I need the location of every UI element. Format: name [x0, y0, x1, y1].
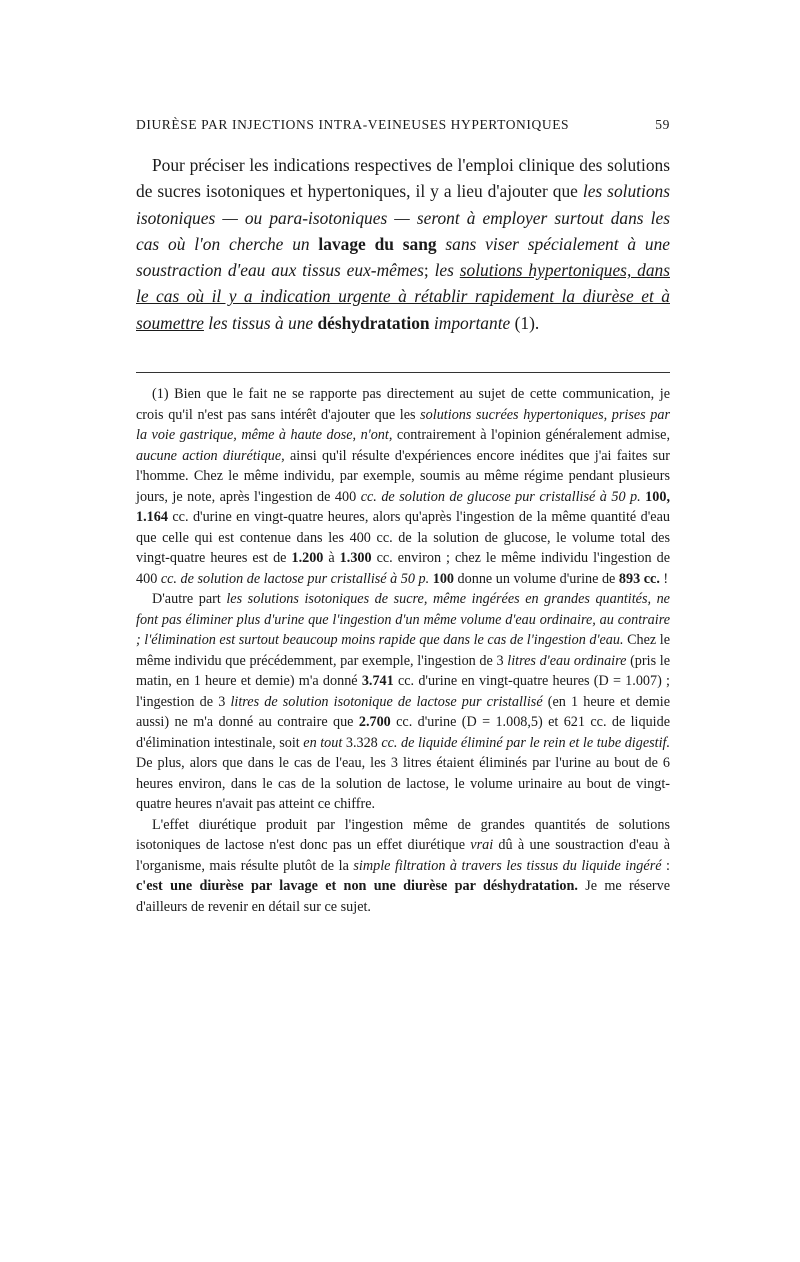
footnote-reference: (1).	[510, 312, 540, 333]
footnote-text: Je me réserve d'ailleurs de revenir en détail sur ce sujet.	[136, 878, 670, 915]
bold-text: 3.741	[361, 673, 394, 689]
italic-text: les tissus à une	[203, 312, 318, 333]
footnote	[136, 384, 670, 917]
bold-text: c'est une diurèse par lavage et non une diurèse par déshydratation.	[136, 878, 578, 894]
underlined-italic-text: solutions hypertoniques, dans le cas où il y a indication urgente à rétablir rapidement la diurèse et à soumettre	[136, 260, 670, 333]
footnote-paragraph-3	[136, 815, 670, 918]
italic-text: cc. de solution de lactose pur cristallisé à 50 p.	[160, 570, 430, 587]
footnote-text: :	[661, 857, 670, 874]
italic-text: en tout	[303, 734, 343, 751]
italic-text: sans viser spécialement à une soustraction d'eau aux tissus eux-mêmes	[136, 233, 671, 281]
footnote-text: Chez le même individu que précédemment, par exemple, l'ingestion de 3	[136, 632, 671, 669]
bold-text: 893 cc.	[618, 570, 660, 587]
italic-text: solutions sucrées hypertoniques, prises par la voie gastrique, même à haute dose, n'ont,	[136, 406, 670, 443]
bold-text: 1.300	[339, 550, 372, 566]
footnote-text: cc. environ ; chez le même individu l'ingestion de 400	[136, 550, 670, 587]
page-number: 59	[655, 117, 670, 132]
italic-text: cc. de solution de glucose pur cristallisé à 50 p.	[360, 488, 641, 505]
footnote-paragraph-1	[136, 384, 670, 589]
main-text	[136, 152, 670, 336]
italic-text: les solutions isotoniques de sucre, même ingérées en grandes quantités, ne font pas éliminer plus d'urine que l'ingestion d'un même volume d'eau ordinaire, au contraire ; l'élimination est surtout beaucoup moins rapide que dans le cas de l'ingestion d'eau.	[136, 591, 670, 648]
italic-text: importante	[429, 312, 511, 333]
bold-text: 100	[429, 570, 454, 587]
footnote-text: à	[323, 550, 340, 566]
bold-text: déshydratation	[317, 312, 430, 333]
footnote-text: contrairement à l'opinion généralement admise,	[392, 427, 670, 443]
italic-text: litres d'eau ordinaire	[507, 652, 627, 669]
footnote-text: !	[659, 570, 669, 587]
footnote-text: L'effet diurétique produit par l'ingestion même de grandes quantités de solutions isotoniques de lactose n'est donc pas un effet diurétique	[136, 816, 670, 853]
italic-text: cc. de liquide éliminé par le rein et le tube digestif.	[381, 734, 671, 751]
footnote-text: dû à une soustraction d'eau à l'organisme, mais résulte plutôt de la	[136, 837, 670, 874]
body-text: ;	[423, 260, 435, 281]
italic-text: simple filtration à travers les tissus du liquide ingéré	[353, 857, 662, 874]
bold-text: 100, 1.164	[136, 488, 670, 525]
running-title: DIURÈSE PAR INJECTIONS INTRA-VEINEUSES HYPERTONIQUES	[136, 117, 570, 132]
footnote-paragraph-2	[136, 589, 670, 815]
footnote-text: (pris le matin, en 1 heure et demie) m'a donné	[136, 652, 670, 689]
italic-text: les solutions isotoniques — ou para-isotoniques — seront à employer surtout dans les cas où l'on cherche un	[136, 181, 670, 254]
italic-text: litres de solution isotonique de lactose pur cristallisé	[230, 693, 543, 710]
bold-text: 1.200	[291, 550, 324, 566]
footnote-text: donne un volume d'urine de	[454, 570, 619, 587]
italic-text: vrai	[470, 837, 494, 853]
footnote-divider	[136, 372, 670, 373]
main-paragraph	[136, 152, 670, 336]
footnote-text: cc. d'urine en vingt-quatre heures, alors qu'après l'ingestion de la même quantité d'eau que celle qui est contenue dans les 400 cc. de la solution de glucose, le volume total des vingt-quatre heures est de	[136, 509, 670, 566]
footnote-text: (en 1 heure et demie aussi) ne m'a donné au contraire que	[136, 693, 670, 730]
italic-text: les	[434, 260, 460, 281]
footnote-text: cc. d'urine (D = 1.008,5) et 621 cc. de liquide d'élimination intestinale, soit	[136, 714, 670, 751]
italic-text: aucune action diurétique,	[136, 447, 285, 464]
body-text: Pour préciser les indications respectives de l'emploi clinique des solutions de sucres isotoniques et hypertoniques, il y a lieu d'ajouter que	[136, 155, 670, 202]
bold-text: 2.700	[358, 714, 391, 730]
footnote-text: ainsi qu'il résulte d'expériences encore inédites que j'ai faites sur l'homme. Chez le même individu, par exemple, soumis au même régime pendant plusieurs jours, je note, après l'ingestion de 400	[136, 447, 670, 505]
footnote-text: 3.328	[342, 734, 382, 751]
bold-text: lavage du sang	[318, 233, 437, 254]
footnote-text: (1) Bien que le fait ne se rapporte pas directement au sujet de cette communication, je crois qu'il n'est pas sans intérêt d'ajouter que les	[136, 386, 670, 423]
footnote-text: D'autre part	[152, 591, 227, 607]
footnote-text: cc. d'urine en vingt-quatre heures (D = 1.007) ; l'ingestion de 3	[136, 673, 670, 710]
footnote-text: De plus, alors que dans le cas de l'eau, les 3 litres étaient éliminés par l'urine au bout de 6 heures environ, dans le cas de la solution de lactose, le volume urinaire au bout de vingt-quatre heures n'avait pas atteint ce chiffre.	[136, 755, 670, 812]
